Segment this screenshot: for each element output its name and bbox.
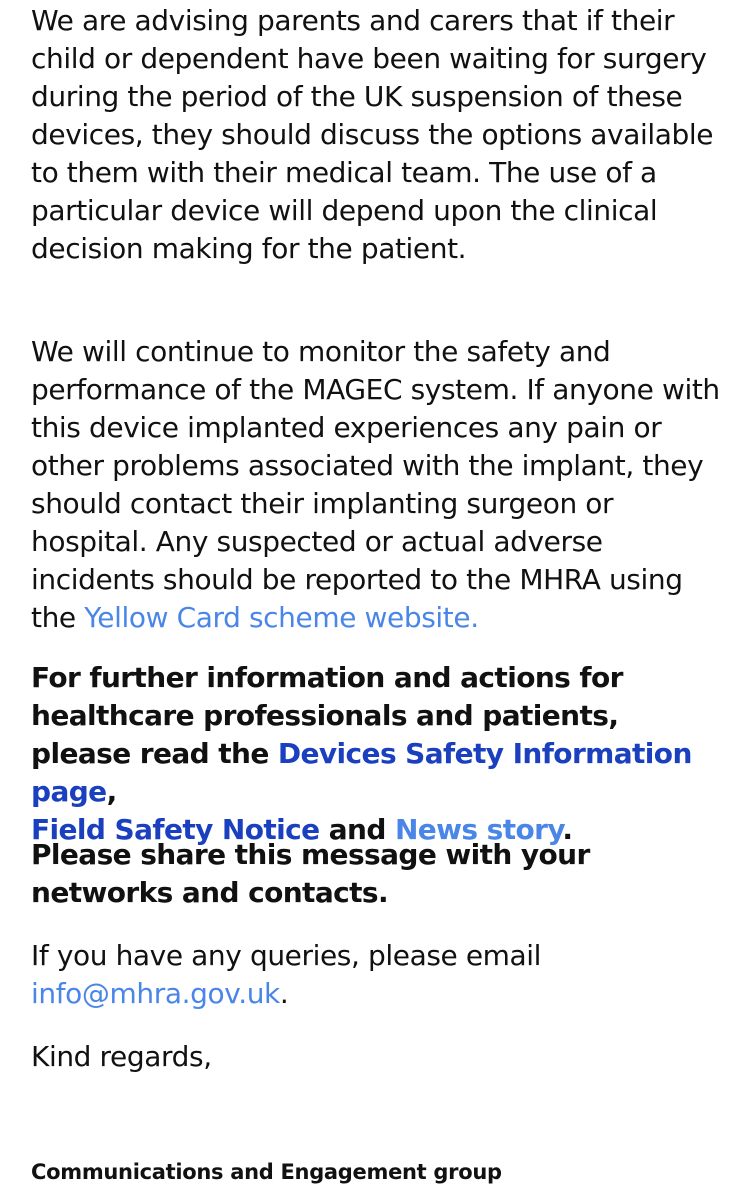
news-story-link[interactable]: News story — [394, 813, 563, 846]
devices-safety-link[interactable]: Devices Safety Information page — [31, 737, 692, 808]
comma-text: , — [106, 775, 117, 808]
advice-paragraph: We are advising parents and carers that if their child or dependent have been waiting for surgery during the period of the UK suspension of these devices, they should discuss the options available to them with their medical team. The use of a particular device will depend upon the clinical decision making for the patient. — [31, 4, 714, 265]
monitoring-text: We will continue to monitor the safety and performance of the MAGEC system. If anyone with this device implanted experiences any pain or other problems associated with the implant, they should contact their implanting surgeon or hospital. Any suspected or actual adverse incidents should be reported to the MHRA using the — [31, 335, 720, 634]
closing-paragraph: Kind regards, — [31, 1040, 212, 1073]
queries-period: . — [279, 977, 289, 1010]
field-safety-notice-link[interactable]: Field Safety Notice — [31, 813, 320, 846]
and-text: and — [319, 813, 395, 846]
further-info-paragraph — [31, 659, 721, 849]
yellow-card-link[interactable]: Yellow Card scheme website. — [84, 601, 479, 634]
queries-paragraph — [31, 937, 721, 1013]
email-link[interactable]: info@mhra.gov.uk — [31, 977, 280, 1010]
further-info-text: For further information and actions for healthcare professionals and patients, please read the — [31, 661, 623, 770]
signature: Communications and Engagement group — [31, 1160, 502, 1184]
period-text: . — [562, 813, 573, 846]
queries-text: If you have any queries, please email — [31, 939, 542, 972]
monitoring-paragraph — [31, 333, 721, 637]
share-paragraph: Please share this message with your networks and contacts. — [31, 838, 590, 909]
